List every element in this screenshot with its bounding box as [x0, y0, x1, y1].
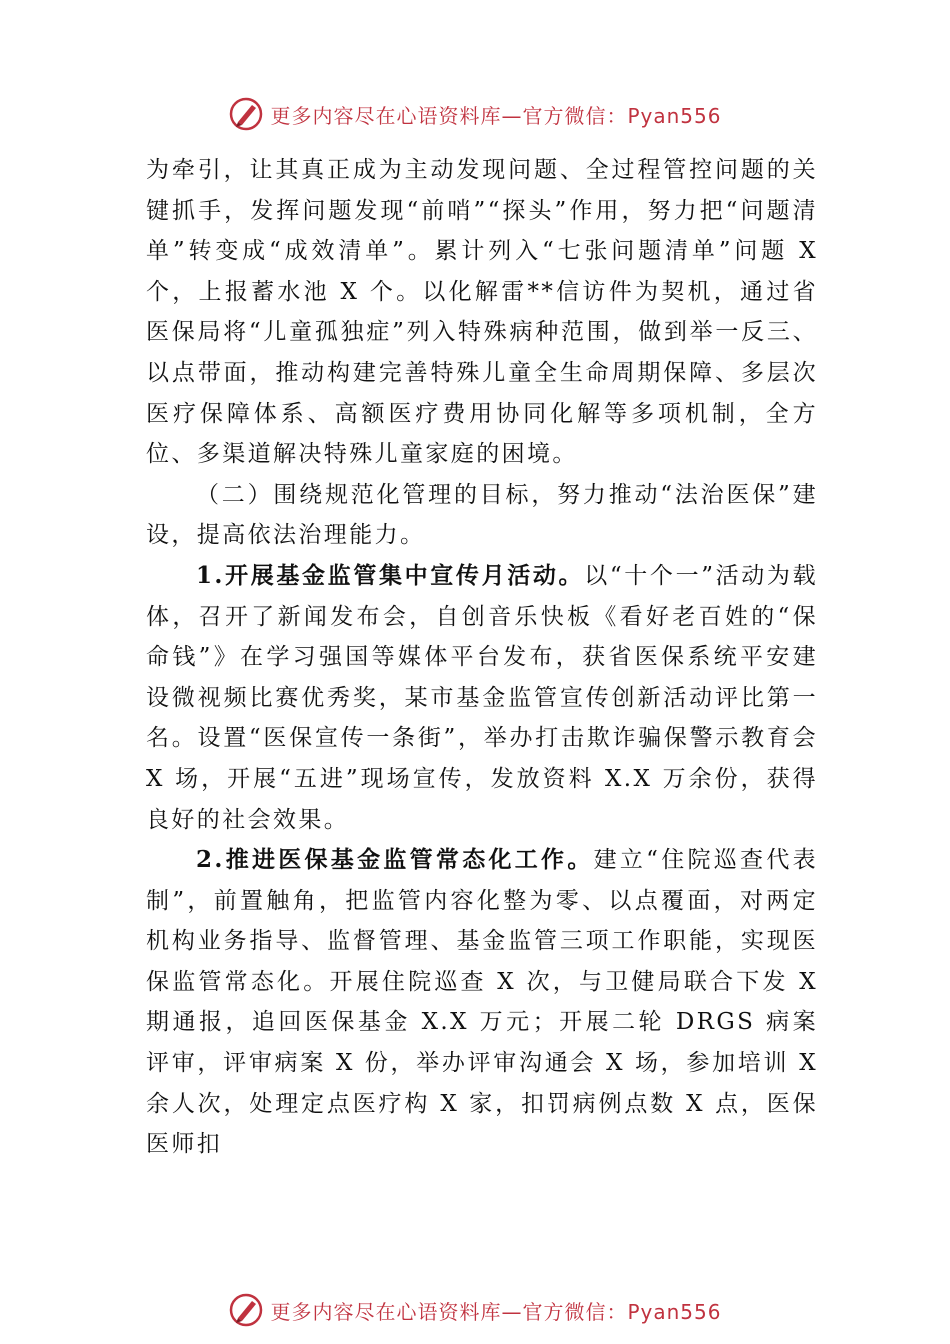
footer-watermark [0, 1290, 950, 1330]
item-2-heading: 2.推进医保基金监管常态化工作。 [196, 846, 594, 874]
document-body [146, 150, 818, 1165]
paragraph-1: 为牵引，让其真正成为主动发现问题、全过程管控问题的关键抓手，发挥问题发现“前哨”“探头”作用，努力把“问题清单”转变成“成效清单”。累计列入“七张问题清单”问题 X 个，上报蓄水池 X 个。以化解雷**信访件为契机，通过省医保局将“儿童孤独症”列入特殊病种范围，做到举一反三、以点带面，推动构建完善特殊儿童全生命周期保障、多层次医疗保障体系、高额医疗费用协同化解等多项机制，全方位、多渠道解决特殊儿童家庭的困境。 [146, 157, 818, 468]
section-heading-2: （二）围绕规范化管理的目标，努力推动“法治医保”建设，提高依法治理能力。 [146, 481, 818, 549]
item-1-text: 以“十个一”活动为载体，召开了新闻发布会，自创音乐快板《看好老百姓的“保命钱”》在学习强国等媒体平台发布，获省医保系统平安建设微视频比赛优秀奖，某市基金监管宣传创新活动评比第一名。设置“医保宣传一条街”，举办打击欺诈骗保警示教育会 X 场，开展“五进”现场宣传，发放资料 X.X 万余份，获得良好的社会效果。 [146, 562, 818, 833]
paragraph-item-2 [146, 840, 818, 1165]
watermark-text: 更多内容尽在心语资料库—官方微信：Pyan556 [270, 1299, 722, 1324]
item-2-text: 建立“住院巡查代表制”，前置触角，把监管内容化整为零、以点覆面，对两定机构业务指导、监督管理、基金监管三项工作职能，实现医保监管常态化。开展住院巡查 X 次，与卫健局联合下发 X 期通报，追回医保基金 X.X 万元；开展二轮 DRGS 病案评审，评审病案 X 份，举办评审沟通会 X 场，参加培训 X 余人次，处理定点医疗构 X 家，扣罚病例点数 X 点，医保医师扣 [146, 847, 819, 1158]
header-watermark [0, 94, 950, 134]
pen-logo-icon [228, 1292, 264, 1328]
watermark-text: 更多内容尽在心语资料库—官方微信：Pyan556 [270, 103, 722, 128]
pen-logo-icon [228, 96, 264, 132]
item-1-heading: 1.开展基金监管集中宣传月活动。 [196, 561, 585, 589]
paragraph-item-1 [146, 556, 818, 840]
